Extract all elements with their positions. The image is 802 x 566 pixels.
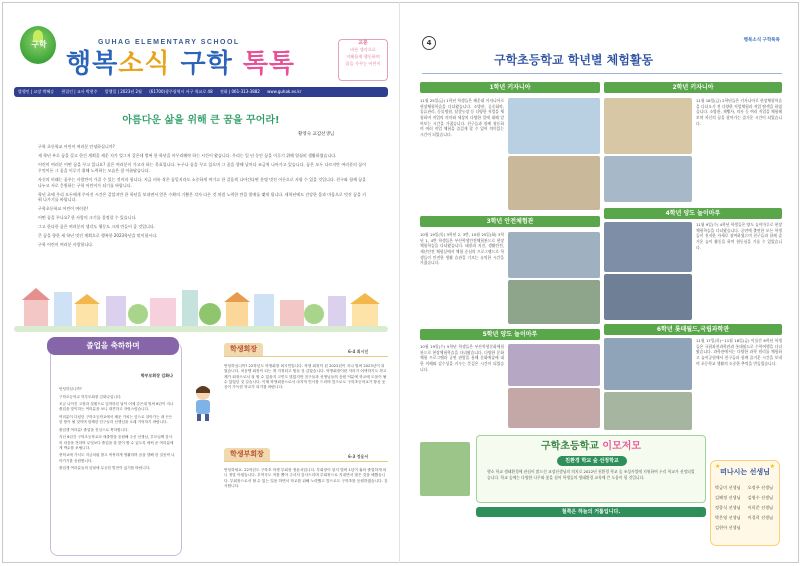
message-paragraph: 큰 꿈을 향한 새 학년 멋진 계획으로 행복한 2023학년을 맞이합시다. [38, 233, 158, 239]
council-president-message: 안녕하십니까? 22학년도 학생회장 최시인입니다. 학생 회장이 된 2022년이 지나 벌써 2023년이 되었습니다. 처음엔 회장이 되는 게 걱정되고 힘들 것 같았습니다. 학생회장이란 자리가 어색하기도 하고 제가 회장으로서 잘 할 수 있을지 고민도 많았지만 친구들과 선생님들의 응원 덕분에 학교에 도움이 될 수 있었던 것 같습니다. 이제 학생회장으로서 마지막 인사를 드리며 앞으로도 구학초등학교가 항상 웃음이 가득한 학교가 되기를 바랍니다. [224, 364, 387, 390]
title-part-2: 소식 [118, 49, 171, 79]
section-head-grade1: 1학년 키자니아 [420, 82, 600, 93]
grade6-photo-1 [604, 338, 692, 390]
grade5-photo-2 [508, 388, 600, 428]
message-paragraph: 학년 초에 우리 모두에게 주어진 시간은 같았지만 한 학년을 보내면서 얻은 수확의 기쁨은 각자 다른 것 처럼 노력한 만큼 열매를 맺게 됩니다. 새학년에도 건강한 몸과 마음으로 멋진 꿈을 키워 나가기를 바랍니다. [38, 191, 366, 203]
right-page [406, 6, 794, 559]
banner-body: 행소 학교 생태환경에 관심이 많으신 교장선생님의 의지로 2022년 친환경 학교 숲 조성사업에 지원하여 우리 학교가 선정되었습니다. 학교 숲에는 다양한 나무와 꽃을 심어 학생들의 생태환경 교육에 큰 도움이 될 것입니다. [487, 469, 695, 480]
graduation-paragraph: 졸업생 여러분! 졸업을 진심으로 축하합니다. [59, 427, 129, 432]
section-text-grade6: 11월 17일(목)~11월 18일(금) 이틀간 6학년 학생들은 국립과천과학관과 롯데월드로 수학여행을 다녀왔습니다. 과학관에서는 다양한 과학 원리를 체험하고 놀이공원에서 친구들과 함께 즐거운 시간을 보내며 초등학교 생활의 소중한 추억을 만들었습니다. [696, 338, 782, 366]
star-icon: ★ [769, 463, 775, 470]
banner-subtitle: 친환경 학교 숲 선정학교 [557, 456, 627, 466]
council-president-tag: 학생회장 [224, 343, 263, 356]
graduation-paragraph: 안녕하십니까? [59, 387, 82, 391]
teacher-name: 이경희 선생님 [747, 515, 774, 521]
section-text-grade3: 10월 19일(목) 3학년 2, 3반, 10월 25일(화) 3학년 1, 4반 학생들은 부산학생안전체험관으로 현장체험학습을 다녀왔습니다. 태풍과 지진, 생활안전, 재난안전 체험실에서 체험 중심의 프로그램으로 학생들이 안전한 생활 습관을 기르는 유익한 시간을 가졌습니다. [420, 232, 504, 266]
farewell-teachers-box [710, 460, 780, 546]
graduation-body [59, 387, 175, 474]
message-paragraph: 구학 초등학교 어린이 여러분 안녕하십니까? [38, 144, 115, 149]
message-title: 아름다운 삶을 위해 큰 꿈을 꾸어라! [122, 115, 280, 126]
school-forest-photo [420, 442, 470, 496]
address: (61700)광주광역시 서구 학교로 48 [149, 89, 213, 94]
editor: 편집인 | 교사 박현주 [61, 89, 98, 94]
motto-box [338, 39, 388, 81]
teacher-name: 정종식 선생님 [715, 505, 741, 511]
teacher-name: 박은영 선생님 [715, 515, 741, 521]
teacher-name: 김영수 선생님 [747, 495, 774, 501]
graduation-paragraph: 지난 6년간 구학초등학교의 새출발을 응원해 주신 선생님, 부모님께 감사의 마음을 전하며 무엇보다 졸업을 잘 맞이 할 수 있도록 애써 준 여러분에게 박수를 보냅니다. [59, 435, 174, 450]
student-illustration-icon [188, 384, 218, 422]
graduation-paragraph: 구학초등학교 학부모회장 김화나입니다. [59, 394, 122, 399]
news-banner [476, 435, 706, 503]
vice-president-message: 안녕하세요. 22학년도 구학초 학생 부회장 정윤서입니다. 부회장이 된지 벌써 1년이 흘러 졸업하게 되니 정말 아쉽습니다. 우여곡도 저를 뽑아 주셔서 감사드리며 부회장으로 지내면서 많은 것을 배웠습니다. 부회장으로서 할 수 있는 일을 하면서 학교를 위해 노력했고 앞으로도 구학초를 응원하겠습니다. 감사합니다. [224, 468, 388, 489]
grade6-photo-2 [604, 392, 692, 430]
banner-title-main: 구학초등학교 [540, 441, 603, 452]
title-part-3: 구학 [170, 49, 243, 79]
star-icon: ★ [715, 463, 721, 470]
teacher-name: 박금미 선생님 [715, 485, 741, 490]
motto-label: 교훈 [358, 40, 368, 46]
newsletter-title [66, 46, 295, 84]
message-paragraph: 자신의 미래는 꿈꾸는 사람만이 가질 수 있는 것이라 합니다. 지금 비록 작은 꿈일지라도 소중하게 여기고 한 걸음씩 나아간다면 분명 멋진 어른으로 자랄 수 있을 것입니다. 친구와 함께 꿈을 나누고 서로 응원하는 구학 어린이가 되기를 바랍니다. [38, 176, 366, 188]
section-text-grade1: 11월 25일(금) 1학년 학생들은 해운대 키자니아로 현장체험학습을 다녀왔습니다. 소방관, 공중화약, 물류관리, 동물병원, 달걀농장 등 다양한 직업을 체험하며 직업의 의미와 세상의 다양한 일에 대해 알아보는 시간을 가졌습니다. 친구들과 함께 협동하며 여러 직업 체험을 즐겁게 할 수 있어 의미있는 시간이 되었습니다. [420, 98, 504, 138]
logo-text: 구학 [31, 39, 47, 49]
grade2-photo-2 [604, 156, 692, 202]
teacher-name: 오정주 선생님 [747, 485, 774, 490]
motto-line: 바른 생각으로 [350, 47, 376, 53]
teacher-name: 김혜정 선생님 [715, 495, 741, 501]
activity-title: 구학초등학교 학년별 체험활동 [494, 53, 654, 67]
banner-footer: 철쭉은 하늘의 거룹입니다. [476, 507, 706, 517]
publisher: 발행인 | 교장 박혜승 [18, 89, 55, 94]
divider [422, 73, 782, 74]
grade1-photo-1 [508, 98, 600, 154]
running-head: 행복소식 구학톡톡 [743, 38, 780, 43]
grade4-photo-1 [604, 222, 692, 272]
divider [224, 461, 388, 462]
grade4-photo-2 [604, 274, 692, 320]
teacher-name: 이희준 선생님 [747, 505, 774, 511]
section-text-grade4: 11월 9일(수) 4학년 학생들은 양도 놀이마루로 현장체험학습을 다녀왔습니다. 공연에 출연한 모든 학생들이 진지한 자세로 참여하였으며 친구들과 함께 즐거운 놀이 활동을 하며 협동심을 기를 수 있었습니다. [696, 222, 782, 250]
section-head-grade4: 4학년 양도 놀이마루 [604, 208, 782, 219]
graduation-box [50, 342, 182, 556]
phone: 전화 | 061-313-3882 [219, 89, 260, 94]
council-president-name: 6-4 최시인 [348, 349, 369, 354]
issue-date: 발행일 | 2023년 2월 [104, 89, 142, 94]
graduation-paragraph: 여러분이 다녔던 구학초등학교에서 배운 가치는 앞으로 살아가는 데 든든한 힘이 될 것이며 함께한 친구들과 선생님을 오래 기억하기 바랍니다. [59, 414, 173, 425]
divider [224, 356, 388, 357]
vice-president-tag: 학생부회장 [224, 448, 270, 461]
section-text-grade5: 10월 19일(수) 5학년 학생들은 부산학생문화체험관으로 현장체험학습을 다녀왔습니다. 다양한 문화 체험 프로그램과 공연 관람을 통해 문화예술에 대한 이해와 감수성을 키우는 뜻깊은 시간이 되었습니다. [420, 344, 504, 372]
grade5-photo-1 [508, 344, 600, 386]
message-author: 황영숙 교감선생님 [298, 132, 335, 137]
vice-president-name: 6-3 정윤서 [348, 454, 369, 459]
graduation-paragraph: 졸업생 여러분들의 앞날에 무궁한 발전이 있기를 바랍니다. [59, 466, 151, 471]
motto-line: 지혜롭게 행동하며 [346, 53, 380, 59]
farewell-title: 떠나시는 선생님 [720, 468, 770, 476]
section-head-grade5: 5학년 양도 놀이마루 [420, 329, 600, 340]
school-name-en: GUHAG ELEMENTARY SCHOOL [98, 39, 240, 46]
farewell-teacher-list [715, 485, 777, 531]
message-paragraph: 새 학년 부로 꿈을 갖고 한건 계획을 세운 지가 엊그저 같은데 벌써 한 학년을 마무리해야 하는 시간이 왔습니다. 우리는 일 년 동안 꿈을 이루기 위해 열심히 생활하였습니다. [38, 152, 337, 158]
message-paragraph: 어떤 꿈을 꾸나요? 한 사람의 크기를 결정할 수 있습니다. [38, 215, 137, 221]
motto-line: 꿈을 가꾸는 어린이 [345, 60, 381, 66]
grade3-photo-1 [508, 232, 600, 278]
section-head-grade6: 6학년 롯데월드,국립과학관 [604, 324, 782, 335]
banner-title [477, 440, 705, 455]
section-head-grade2: 2학년 키자니아 [604, 82, 782, 93]
website-link[interactable]: www.guhak.es.kr [267, 89, 302, 94]
section-text-grade2: 11월 18일(금) 2학년들은 키자니아로 현장체험학습을 다녀오기 전 다양한 직업체험과 직업 탐색을 하였습니다. 소방관, 제빵사, 의사 등 여러 직업을 체험해 보며 자신의 꿈을 찾아가는 즐거운 시간이 되었습니다. [696, 98, 782, 126]
left-page [8, 6, 394, 559]
graduation-author: 학부모회장 김화나 [140, 373, 173, 378]
banner-title-accent: 이모저모 [602, 441, 642, 452]
publication-info-bar [14, 87, 388, 97]
message-paragraph: 구학 어린이 여러분 사랑합니다. [38, 242, 94, 248]
section-head-grade3: 3학년 안전체험관 [420, 216, 600, 227]
message-paragraph: 그고 한다한 꿈은 여러분의 생각도 행동도 크게 만들어 줄 것입니다. [38, 224, 156, 230]
graduation-title: 졸업을 축하하며 [47, 337, 179, 355]
teacher-name: 김현아 선생님 [715, 525, 741, 531]
page-number: 4 [422, 36, 436, 50]
message-body [38, 144, 366, 251]
grade1-photo-2 [508, 156, 600, 210]
graduation-paragraph: 조금 나이진 고장과 설렘으로 입학하던 날이 어제 같은데 벌써 6년이 지나 졸업을 맞이하는 여러분을 보니 대견하고 자랑스럽습니다. [59, 402, 174, 412]
title-part-4: 톡톡 [242, 49, 296, 79]
town-illustration [14, 278, 388, 332]
graduation-paragraph: 중학교에 가서도 지금처럼 밝고 씩씩하게 생활하며 꿈을 향해 한 걸음씩 나아가기를 응원합니다. [59, 453, 175, 463]
title-part-1: 행복 [66, 49, 119, 79]
grade3-photo-2 [508, 280, 600, 324]
grade2-photo-1 [604, 98, 692, 154]
page-divider [399, 2, 400, 563]
message-paragraph: 어린이 여러분 어떤 꿈을 꾸고 있나요? 꿈은 여러분이 가고자 하는 목표입니다. 누구나 꿈을 꾸고 있으며 그 꿈을 향해 날마다 조금씩 나아가고 있습니다. 꿈은 모두 다르지만 여러분의 꿈이 무엇이든 그 꿈을 이루기 위해 노력하는 모습은 참 아름답습니다. [38, 161, 366, 173]
message-paragraph: 구학초등학교 어린이 여러분! [38, 206, 89, 212]
